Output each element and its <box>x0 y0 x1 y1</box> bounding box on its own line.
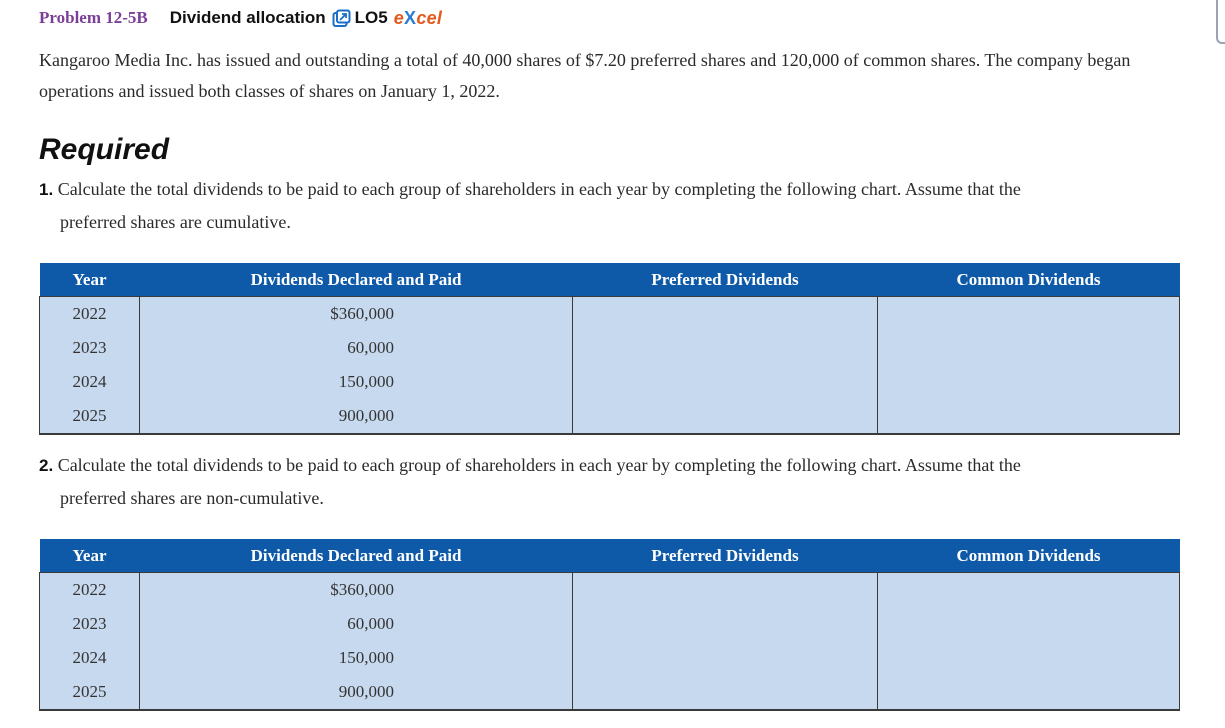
common-input[interactable] <box>878 607 1180 641</box>
preferred-input[interactable] <box>573 641 878 675</box>
year-cell: 2025 <box>40 399 140 434</box>
common-input[interactable] <box>878 675 1180 710</box>
question-text-cont: preferred shares are cumulative. <box>60 212 291 232</box>
problem-header <box>39 6 442 30</box>
header-preferred: Preferred Dividends <box>573 263 878 297</box>
common-input[interactable] <box>878 399 1180 434</box>
declared-cell: $360,000 <box>140 573 573 608</box>
external-link-icon[interactable] <box>332 9 351 28</box>
year-cell: 2022 <box>40 573 140 608</box>
year-cell: 2022 <box>40 297 140 332</box>
preferred-input[interactable] <box>573 607 878 641</box>
declared-cell: 150,000 <box>140 641 573 675</box>
header-year: Year <box>40 263 140 297</box>
declared-cell: 900,000 <box>140 399 573 434</box>
table-header-row <box>40 539 1180 573</box>
year-cell: 2025 <box>40 675 140 710</box>
scrollbar[interactable] <box>1216 0 1225 44</box>
learning-objective: LO5 <box>354 8 388 27</box>
header-year: Year <box>40 539 140 573</box>
question-number: 2. <box>39 456 54 475</box>
common-input[interactable] <box>878 297 1180 332</box>
common-input[interactable] <box>878 365 1180 399</box>
declared-cell: 150,000 <box>140 365 573 399</box>
preferred-input[interactable] <box>573 675 878 710</box>
problem-number: Problem 12-5B <box>39 8 148 27</box>
preferred-input[interactable] <box>573 297 878 332</box>
question-text: Calculate the total dividends to be paid to each group of shareholders in each year by completing the following chart. Assume that the <box>57 179 1021 199</box>
table-header-row <box>40 263 1180 297</box>
header-declared: Dividends Declared and Paid <box>140 539 573 573</box>
cumulative-dividends-table <box>39 263 1180 435</box>
declared-cell: 60,000 <box>140 607 573 641</box>
question-text: Calculate the total dividends to be paid to each group of shareholders in each year by completing the following chart. Assume that the <box>57 455 1021 475</box>
problem-title: Dividend allocation <box>169 8 326 27</box>
common-input[interactable] <box>878 641 1180 675</box>
question-1 <box>39 173 1189 239</box>
question-text-cont: preferred shares are non-cumulative. <box>60 488 324 508</box>
excel-logo: eXcel <box>393 7 443 28</box>
table-row <box>40 675 1180 710</box>
question-2 <box>39 449 1189 515</box>
preferred-input[interactable] <box>573 399 878 434</box>
header-preferred: Preferred Dividends <box>573 539 878 573</box>
preferred-input[interactable] <box>573 573 878 608</box>
header-common: Common Dividends <box>878 263 1180 297</box>
preferred-input[interactable] <box>573 331 878 365</box>
year-cell: 2023 <box>40 331 140 365</box>
table-row <box>40 607 1180 641</box>
header-declared: Dividends Declared and Paid <box>140 263 573 297</box>
common-input[interactable] <box>878 331 1180 365</box>
table-row <box>40 641 1180 675</box>
header-common: Common Dividends <box>878 539 1180 573</box>
declared-cell: $360,000 <box>140 297 573 332</box>
problem-intro: Kangaroo Media Inc. has issued and outstanding a total of 40,000 shares of $7.20 preferred shares and 120,000 of common shares. The company began operations and issued both classes of shares on January 1, 2022. <box>39 50 1131 101</box>
table-row <box>40 331 1180 365</box>
question-number: 1. <box>39 180 54 199</box>
table-row <box>40 399 1180 434</box>
preferred-input[interactable] <box>573 365 878 399</box>
required-heading: Required <box>39 133 170 166</box>
declared-cell: 900,000 <box>140 675 573 710</box>
year-cell: 2024 <box>40 365 140 399</box>
common-input[interactable] <box>878 573 1180 608</box>
year-cell: 2023 <box>40 607 140 641</box>
declared-cell: 60,000 <box>140 331 573 365</box>
non-cumulative-dividends-table <box>39 539 1180 711</box>
table-row <box>40 365 1180 399</box>
year-cell: 2024 <box>40 641 140 675</box>
table-row <box>40 297 1180 332</box>
table-row <box>40 573 1180 608</box>
